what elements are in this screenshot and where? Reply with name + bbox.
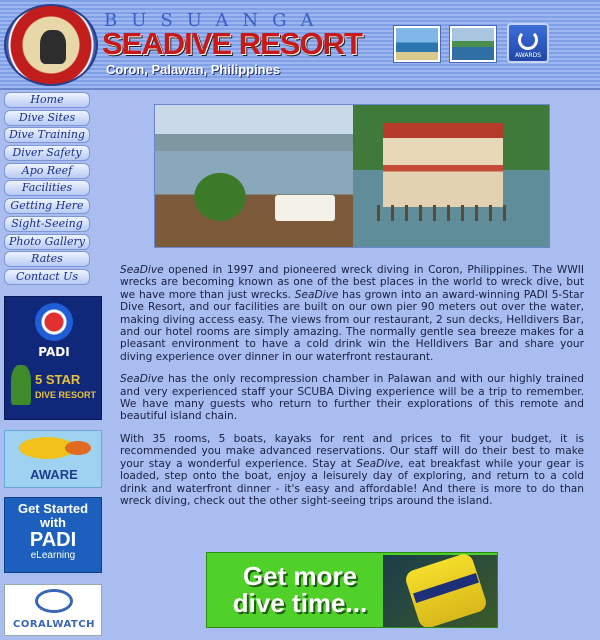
paragraph-text: has the only recompression chamber in Palawan and with our highly trained and very experienced staff your SCUBA Diving experience will be a trip to remember. We have many guests who return to further their explorations of this remote and beautiful island chain. — [120, 373, 584, 423]
elearning-line4: eLearning — [30, 550, 76, 561]
palm-plant-shape — [175, 155, 265, 225]
pier-building-photo — [353, 105, 550, 248]
nav-rates[interactable]: Rates — [4, 251, 90, 267]
intro-paragraph-3 — [120, 433, 584, 507]
dining-table-shape — [275, 195, 335, 221]
padi-wordmark: PADI — [38, 345, 70, 359]
intro-paragraph-2 — [120, 373, 584, 423]
five-star-line1: 5 STAR — [35, 372, 81, 387]
padi-diver-icon — [35, 303, 73, 341]
aware-text: AWARE — [30, 467, 78, 482]
paragraph-text: , eat breakfast while your gear is loaded, step onto the boat, enjoy a leisurely day of exploring, and return to a cold drink and waterfront dinner - it's easy and affordable! And there is more to do than wreck diving, check out the other sight-seeing trips around the island. — [120, 457, 585, 507]
scuba-tank-image — [383, 555, 497, 627]
padi-elearning-badge[interactable] — [4, 497, 102, 573]
intro-text — [120, 264, 584, 517]
coralwatch-text: CORALWATCH — [13, 619, 95, 630]
brand-name: SeaDive — [120, 264, 164, 276]
nav-getting-here[interactable]: Getting Here — [4, 198, 90, 214]
brand-location: Coron, Palawan, Philippines — [106, 62, 281, 77]
nav-facilities[interactable]: Facilities — [4, 180, 90, 196]
padi-5-star-badge[interactable] — [4, 296, 102, 420]
awards-label: AWARDS — [514, 52, 542, 59]
palm-tree-icon — [11, 365, 31, 405]
nav-dive-training[interactable]: Dive Training — [4, 127, 90, 143]
nav-contact-us[interactable]: Contact Us — [4, 269, 90, 285]
brand-title[interactable]: SEADIVE RESORT — [102, 26, 362, 61]
paragraph-text: opened in 1997 and pioneered wreck diving in Coron, Philippines. The WWII wrecks are becoming known as one of the best places in the world to wreck dive, but we have more than just wrecks. — [120, 264, 584, 301]
five-star-line2: DIVE RESORT — [35, 390, 97, 400]
paragraph-text: has grown into an award-winning PADI 5-Star Dive Resort, and our facilities are built on our own pier 90 meters out over the water, making diving access easy. The views from our restaurant, 2 sun decks, Helldivers Bar, and our hotel rooms are simply amazing. The normally gentle sea breeze makes for a pleasant environment to have a cold drink win the Helldivers Bar and share your diving experience over dinner in our waterfront restaurant. — [120, 288, 584, 363]
promo-line1: Get more — [242, 561, 358, 591]
nav-dive-sites[interactable]: Dive Sites — [4, 110, 90, 126]
orange-fish-icon — [65, 441, 91, 455]
nav-diver-safety[interactable]: Diver Safety — [4, 145, 90, 161]
award-laurel-icon — [518, 30, 538, 50]
resort-hero-photo — [154, 104, 550, 248]
paragraph-text: With 35 rooms, 5 boats, kayaks for rent and prices to fit your budget, it is recommended you make advanced reservations. Our staff will do their best to make your stay a wonderful experience. Stay at — [120, 432, 584, 470]
elearning-line1: Get Started — [17, 501, 89, 516]
project-aware-badge[interactable] — [4, 430, 102, 488]
pier-stilts-shape — [377, 205, 517, 221]
elearning-line3: PADI — [29, 529, 77, 551]
eye-icon — [35, 589, 73, 613]
nav-photo-gallery[interactable]: Photo Gallery — [4, 234, 90, 250]
promo-text — [215, 563, 385, 617]
main-nav — [4, 92, 90, 287]
intro-paragraph-1 — [120, 264, 584, 363]
coralwatch-badge[interactable] — [4, 584, 102, 636]
diver-seahorse-icon — [40, 30, 66, 64]
restaurant-deck-photo — [155, 105, 353, 248]
nav-sight-seeing[interactable]: Sight-Seeing — [4, 216, 90, 232]
brand-name: SeaDive — [294, 288, 339, 301]
nav-apo-reef[interactable]: Apo Reef — [4, 163, 90, 179]
five-star-text — [35, 373, 97, 402]
brand-name: SeaDive — [120, 373, 164, 386]
promo-line2: dive time... — [232, 588, 368, 618]
brand-name: SeaDive — [356, 457, 400, 470]
resort-building-shape — [383, 123, 503, 207]
site-header — [0, 0, 600, 90]
nav-home[interactable]: Home — [4, 92, 90, 108]
elearning-line2: with — [40, 515, 66, 530]
header-thumbnail-kayak[interactable] — [450, 26, 496, 62]
dive-time-promo-banner[interactable] — [206, 552, 498, 628]
resort-logo-seal[interactable] — [4, 4, 98, 86]
brand-top-line: BUSUANGA — [104, 10, 328, 31]
awards-button[interactable] — [507, 23, 549, 63]
header-thumbnail-beach[interactable] — [394, 26, 440, 62]
